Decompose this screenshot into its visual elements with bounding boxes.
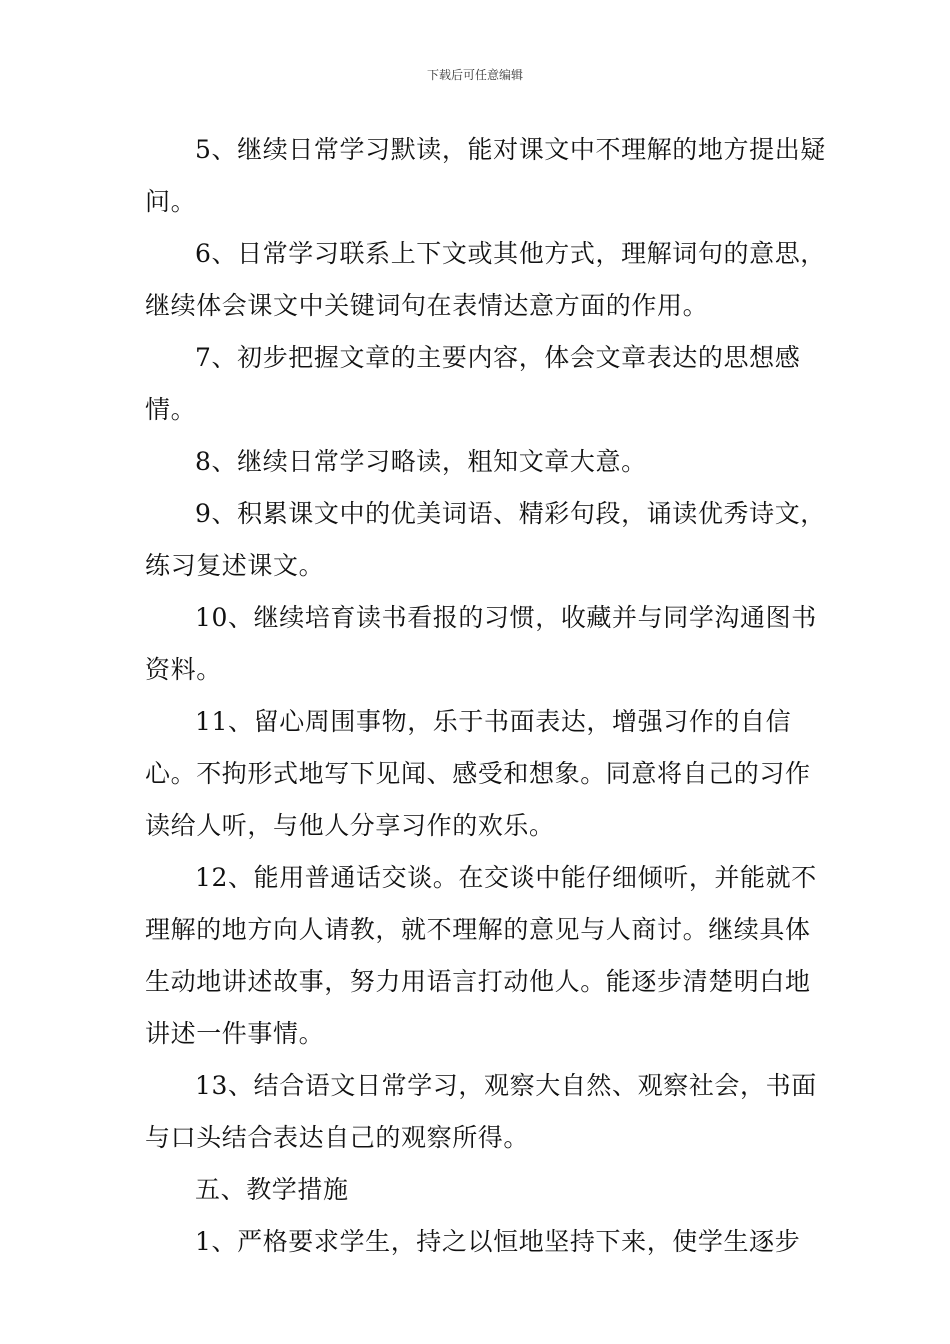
paragraph-item-7: 7、初步把握文章的主要内容，体会文章表达的思想感情。 — [145, 343, 801, 424]
page-header: 下载后可任意编辑 — [426, 68, 523, 82]
paragraph-item-8: 8、继续日常学习略读，粗知文章大意。 — [195, 447, 647, 476]
paragraph-item-9: 9、积累课文中的优美词语、精彩句段，诵读优秀诗文，练习复述课文。 — [145, 499, 826, 580]
paragraph-item-measure-1: 1、严格要求学生，持之以恒地坚持下来，使学生逐步 — [195, 1227, 801, 1256]
document-body — [145, 124, 835, 1268]
paragraph-item-10: 10、继续培育读书看报的习惯，收藏并与同学沟通图书资料。 — [145, 603, 817, 684]
paragraph-item-11: 11、留心周围事物，乐于书面表达，增强习作的自信心。不拘形式地写下见闻、感受和想象。同意将自己的习作读给人听，与他人分享习作的欢乐。 — [145, 707, 811, 840]
paragraph-item-13: 13、结合语文日常学习，观察大自然、观察社会，书面与口头结合表达自己的观察所得。 — [145, 1071, 817, 1152]
paragraph-item-5: 5、继续日常学习默读，能对课文中不理解的地方提出疑问。 — [145, 135, 826, 216]
section-heading: 五、教学措施 — [195, 1175, 349, 1204]
paragraph-item-6: 6、日常学习联系上下文或其他方式，理解词句的意思，继续体会课文中关键词句在表情达意方面的作用。 — [145, 239, 826, 320]
paragraph-item-12: 12、能用普通话交谈。在交谈中能仔细倾听，并能就不理解的地方向人请教，就不理解的意见与人商讨。继续具体生动地讲述故事，努力用语言打动他人。能逐步清楚明白地讲述一件事情。 — [145, 863, 817, 1048]
